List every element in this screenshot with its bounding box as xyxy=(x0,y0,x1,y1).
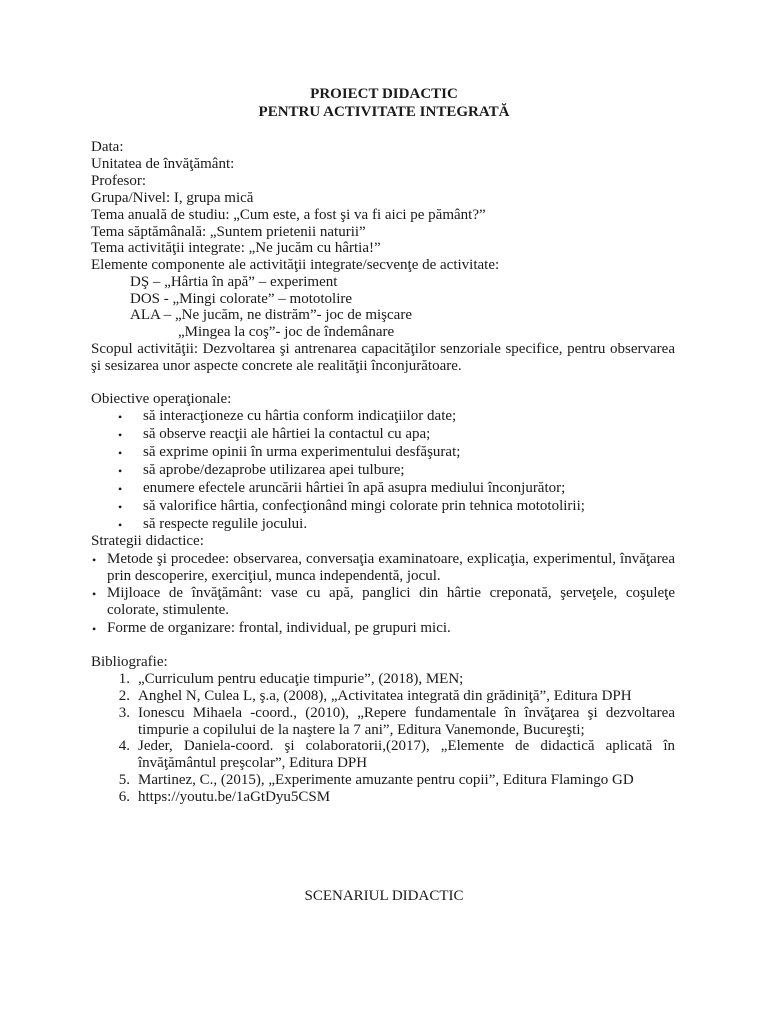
list-item-link: https://youtu.be/1aGtDyu5CSM xyxy=(138,789,331,805)
list-item: să aprobe/dezaprobe utilizarea apei tulbure; xyxy=(143,462,405,478)
bibliografie-heading: Bibliografie: xyxy=(91,654,168,670)
bullet: • xyxy=(118,446,123,460)
list-number: 3. xyxy=(118,705,130,721)
list-item: să interacţioneze cu hârtia conform indicaţiilor date; xyxy=(143,408,457,424)
element-ala: ALA – „Ne jucăm, ne distrăm”- joc de mişcare xyxy=(130,307,412,323)
list-item: Jeder, Daniela-coord. şi colaboratorii,(2017), „Elemente de didactică aplicată în învăţământul preşcolar”, Editura DPH xyxy=(138,738,675,771)
field-tema-anuala: Tema anuală de studiu: „Cum este, a fost şi va fi aici pe pământ?” xyxy=(91,207,486,223)
section-heading-scenariul: SCENARIUL DIDACTIC xyxy=(304,888,464,904)
bullet: • xyxy=(118,410,123,424)
field-tema-saptamanala: Tema săptămânală: „Suntem prietenii naturii” xyxy=(91,224,366,240)
field-unitatea: Unitatea de învăţământ: xyxy=(91,156,235,172)
list-item: Metode şi procedee: observarea, conversaţia examinatoare, explicaţia, experimentul, învăţarea prin descoperire, exerciţiul, munca independentă, jocul. xyxy=(107,551,675,584)
list-number: 4. xyxy=(118,738,130,754)
list-item: să observe reacţii ale hârtiei la contactul cu apa; xyxy=(143,426,431,442)
list-number: 1. xyxy=(118,671,130,687)
field-tema-activitatii: Tema activităţii integrate: „Ne jucăm cu hârtia!” xyxy=(91,240,381,256)
list-item: să exprime opinii în urma experimentului desfăşurat; xyxy=(143,444,461,460)
bullet: • xyxy=(118,464,123,478)
list-item: enumere efectele aruncării hârtiei în apă asupra mediului înconjurător; xyxy=(143,480,566,496)
list-item: să respecte regulile jocului. xyxy=(143,516,308,532)
list-item: să valorifice hârtia, confecţionând mingi colorate prin tehnica mototolirii; xyxy=(143,498,585,514)
field-profesor: Profesor: xyxy=(91,173,146,189)
bullet: • xyxy=(118,482,123,496)
bullet: • xyxy=(92,587,97,601)
field-elemente: Elemente componente ale activităţii integrate/secvenţe de activitate: xyxy=(91,257,500,273)
title-line-2: PENTRU ACTIVITATE INTEGRATĂ xyxy=(258,104,510,120)
scopul-activitatii: Scopul activităţii: Dezvoltarea şi antrenarea capacităţilor senzoriale specifice, pentru observarea şi sesizarea unor aspecte concrete ale realităţii înconjurătoare. xyxy=(91,341,675,374)
element-ds: DŞ – „Hârtia în apă” – experiment xyxy=(130,274,338,290)
bullet: • xyxy=(118,500,123,514)
element-ala-2: „Mingea la coş”- joc de îndemânare xyxy=(178,324,395,340)
field-data: Data: xyxy=(91,139,124,155)
list-item: Anghel N, Culea L, ş.a, (2008), „Activitatea integrată din grădiniţă”, Editura DPH xyxy=(138,688,632,704)
bullet: • xyxy=(92,622,97,636)
list-item: Ionescu Mihaela -coord., (2010), „Repere fundamentale în învăţarea şi dezvoltarea timpurie a copilului de la naştere la 7 ani”, Editura Vanemonde, Bucureşti; xyxy=(138,705,675,738)
title-line-1: PROIECT DIDACTIC xyxy=(310,86,458,102)
list-item: Forme de organizare: frontal, individual, pe grupuri mici. xyxy=(107,620,451,636)
strategii-heading: Strategii didactice: xyxy=(91,533,204,549)
list-item: Mijloace de învăţământ: vase cu apă, panglici din hârtie creponată, şerveţele, coşuleţe colorate, stimulente. xyxy=(107,585,675,618)
list-number: 2. xyxy=(118,688,130,704)
bullet: • xyxy=(118,428,123,442)
obiective-heading: Obiective operaţionale: xyxy=(91,391,232,407)
list-number: 6. xyxy=(118,789,130,805)
field-grupa: Grupa/Nivel: I, grupa mică xyxy=(91,190,254,206)
list-item: „Curriculum pentru educaţie timpurie”, (2018), MEN; xyxy=(138,671,464,687)
bullet: • xyxy=(92,553,97,567)
element-dos: DOS - „Mingi colorate” – mototolire xyxy=(130,291,353,307)
list-item: Martinez, C., (2015), „Experimente amuzante pentru copii”, Editura Flamingo GD xyxy=(138,772,634,788)
list-number: 5. xyxy=(118,772,130,788)
bullet: • xyxy=(118,518,123,532)
